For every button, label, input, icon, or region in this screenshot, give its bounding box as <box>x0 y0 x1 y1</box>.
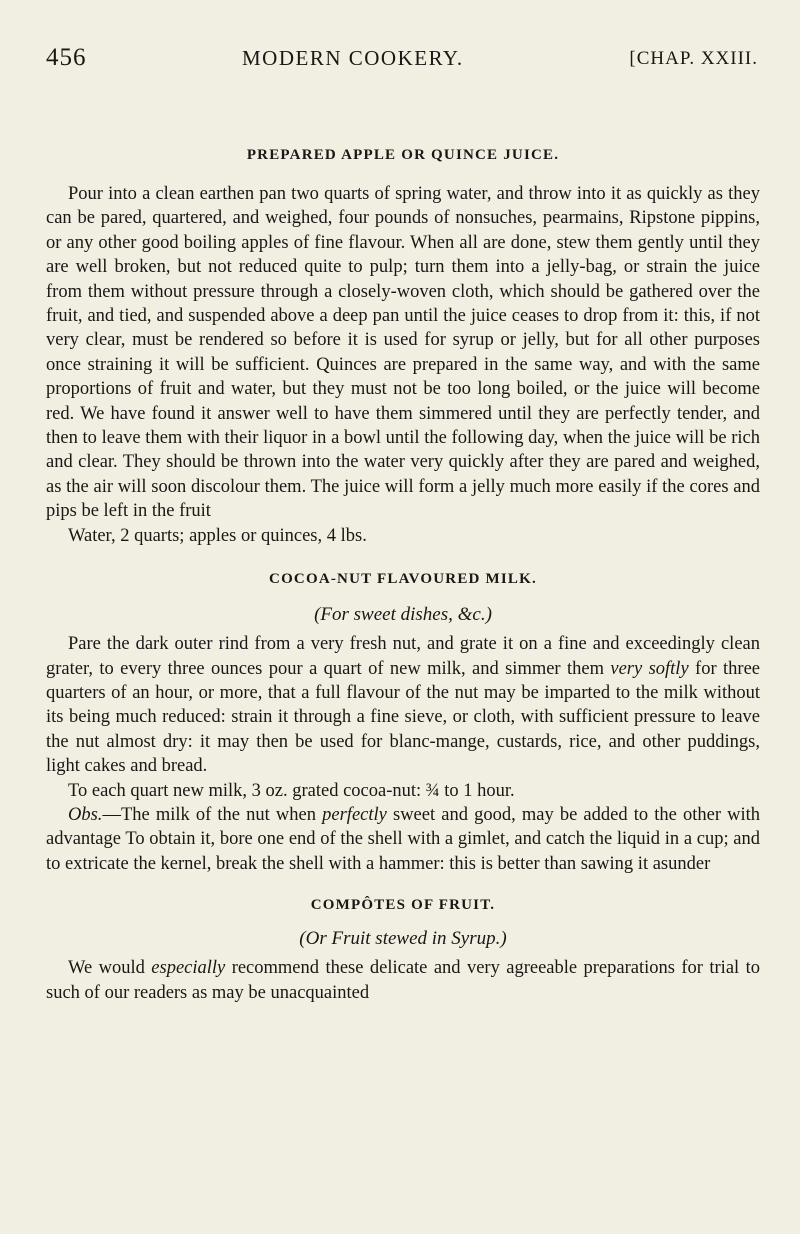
section-title: COMPÔTES OF FRUIT. <box>310 897 496 914</box>
section-cocoa-nut-milk <box>46 568 760 876</box>
running-title: MODERN COOKERY. <box>242 46 464 70</box>
text-run: —The milk of the nut when <box>102 804 323 825</box>
section-title: COCOA-NUT FLAVOURED MILK. <box>269 571 537 588</box>
recipe-paragraph: Pour into a clean earthen pan two quarts of spring water, and throw into it as quickly as they can be pared, quartered, and weighed, four pounds of nonsuches, pearmains, Ripstone pippins, or any other good boiling apples of fine flavour. When all are done, stew them gently until they are well broken, but not reduced quite to pulp; turn them into a jelly-bag, or strain the juice from them without pressure through a closely-woven cloth, which should be gathered over the fruit, and tied, and suspended above a deep pan until the juice ceases to drop from it: this, if not very clear, must be rendered so before it is used for syrup or jelly, but for all other purposes once straining it will be sufficient. Quinces are prepared in the same way, and with the same proportions of fruit and water, but they must not be too long boiled, or the juice will become red. We have found it answer well to have them simmered until they are perfectly tender, and then to leave them with their liquor in a bowl until the following day, when the juice will be rich and clear. They should be thrown into the water very quickly after they are pared and weighed, as the air will soon discolour them. The juice will form a jelly much more easily if the cores and pips be left in the fruit <box>46 184 760 522</box>
emphasis-text: very softly <box>610 658 689 679</box>
text-run: for three quarters of an hour, or more, that a full flavour of the nut may be imparted to the milk without its being much reduced: strain it through a fine sieve, or cloth, with sufficient pressure to leave the nut almost dry: it may then be used for blanc-mange, custards, rice, and other puddings, light cakes and bread. <box>46 658 760 777</box>
section-compotes-of-fruit <box>46 894 760 1005</box>
text-run: recommend these delicate and very agreeable preparations for trial to such of our readers as may be unacquainted <box>46 958 760 1003</box>
emphasis-text: especially <box>151 958 226 979</box>
observation-paragraph <box>46 803 760 876</box>
section-subtitle: (Or Fruit stewed in Syrup.) <box>299 928 507 950</box>
section-apple-quince-juice <box>46 144 760 548</box>
text-run: We would <box>68 958 152 979</box>
emphasis-text: perfectly <box>322 804 387 825</box>
section-subtitle: (For sweet dishes, &c.) <box>314 604 492 626</box>
running-head <box>46 36 760 82</box>
section-title: PREPARED APPLE OR QUINCE JUICE. <box>246 147 560 163</box>
recipe-paragraph <box>46 632 760 778</box>
ingredients-line: Water, 2 quarts; apples or quinces, 4 lbs. <box>68 525 367 546</box>
text-run: sweet and good, may be added to the other with advantage To obtain it, bore one end of the shell with a gimlet, and catch the liquid in a cup; and to extricate the kernel, break the shell with a hammer: this is better than sawing it asunder <box>46 804 761 874</box>
page-number: 456 <box>46 44 87 71</box>
obs-label: Obs. <box>68 804 103 825</box>
recipe-paragraph <box>46 956 760 1005</box>
text-run: Pare the dark outer rind from a very fresh nut, and grate it on a fine and exceedingly clean grater, to every three ounces pour a quart of new milk, and simmer them <box>46 634 760 679</box>
chapter-reference: [CHAP. XXIII. <box>629 48 758 69</box>
book-page <box>46 36 760 1005</box>
ingredients-line: To each quart new milk, 3 oz. grated cocoa-nut: ¾ to 1 hour. <box>68 780 515 801</box>
